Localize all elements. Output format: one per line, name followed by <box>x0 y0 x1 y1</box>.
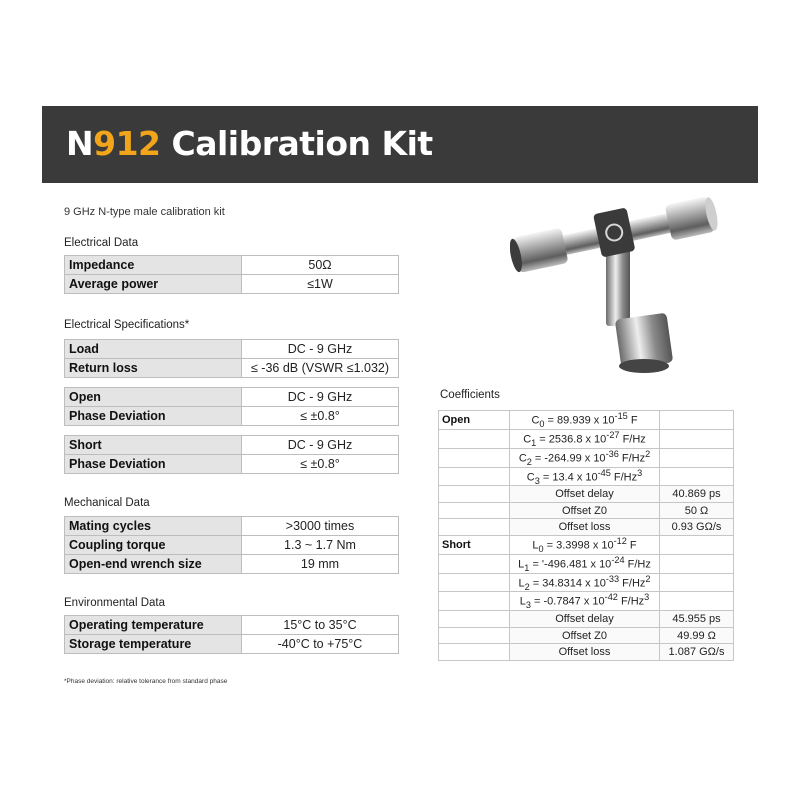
offset-loss-label: Offset loss <box>510 519 660 536</box>
row-label: Coupling torque <box>65 536 242 555</box>
row-label: Mating cycles <box>65 517 242 536</box>
row-value: 15°C to 35°C <box>242 616 399 635</box>
footnote: *Phase deviation: relative tolerance from standard phase <box>64 678 228 685</box>
row-label: Storage temperature <box>65 635 242 654</box>
table-row <box>65 275 399 294</box>
coef-l3: $L_3 = -0.7847$ x $10^{-42}$ F/Hz$^3$ <box>510 592 660 611</box>
row-label: Load <box>65 340 242 359</box>
table-row <box>65 517 399 536</box>
table-row <box>65 359 399 378</box>
group-label-open: Open <box>439 411 510 430</box>
environmental-data-table <box>64 615 399 654</box>
row-value: 50Ω <box>242 256 399 275</box>
environmental-data-heading: Environmental Data <box>64 597 165 609</box>
row-label: Open <box>65 388 242 407</box>
table-row <box>439 535 734 554</box>
row-label: Impedance <box>65 256 242 275</box>
mechanical-data-heading: Mechanical Data <box>64 497 150 509</box>
table-row <box>65 436 399 455</box>
table-row <box>65 616 399 635</box>
open-spec-table <box>64 387 399 426</box>
table-row <box>439 627 734 644</box>
table-row <box>65 256 399 275</box>
table-row <box>439 554 734 573</box>
row-label: Short <box>65 436 242 455</box>
table-row <box>439 429 734 448</box>
offset-z0-value: 49.99 Ω <box>660 627 734 644</box>
offset-delay-label: Offset delay <box>510 611 660 628</box>
load-spec-table <box>64 339 399 378</box>
row-value: >3000 times <box>242 517 399 536</box>
row-label: Open-end wrench size <box>65 555 242 574</box>
table-row <box>439 448 734 467</box>
mechanical-data-table <box>64 516 399 574</box>
row-label: Average power <box>65 275 242 294</box>
coef-c0: $C_0 = 89.939$ x $10^{-15}$ F <box>510 411 660 430</box>
offset-loss-value: 1.087 GΩ/s <box>660 644 734 661</box>
offset-loss-label: Offset loss <box>510 644 660 661</box>
subtitle: 9 GHz N-type male calibration kit <box>64 206 225 218</box>
row-value: 19 mm <box>242 555 399 574</box>
electrical-data-table <box>64 255 399 294</box>
table-row <box>65 455 399 474</box>
row-value: ≤1W <box>242 275 399 294</box>
table-row <box>439 519 734 536</box>
table-row <box>439 502 734 519</box>
table-row <box>65 635 399 654</box>
page-title <box>66 124 433 163</box>
offset-z0-label: Offset Z0 <box>510 502 660 519</box>
title-model: N <box>66 124 94 163</box>
table-row <box>439 611 734 628</box>
title-banner <box>42 106 758 183</box>
coef-c1: $C_1 = 2536.8$ x $10^{-27}$ F/Hz <box>510 429 660 448</box>
table-row <box>65 388 399 407</box>
offset-z0-label: Offset Z0 <box>510 627 660 644</box>
coef-l0: $L_0 = 3.3998$ x $10^{-12}$ F <box>510 535 660 554</box>
table-row <box>439 411 734 430</box>
product-image <box>510 196 725 381</box>
offset-z0-value: 50 Ω <box>660 502 734 519</box>
table-row <box>439 592 734 611</box>
table-row <box>439 486 734 503</box>
table-row <box>439 467 734 486</box>
coef-l1: $L_1$ = '-496.481 x $10^{-24}$ F/Hz <box>510 554 660 573</box>
table-row <box>65 536 399 555</box>
row-label: Operating temperature <box>65 616 242 635</box>
coef-value-empty <box>660 411 734 430</box>
short-spec-table <box>64 435 399 474</box>
row-value: DC - 9 GHz <box>242 388 399 407</box>
coefficients-table <box>438 410 734 661</box>
row-value: ≤ -36 dB (VSWR ≤1.032) <box>242 359 399 378</box>
coefficients-heading: Coefficients <box>440 389 500 401</box>
table-row <box>65 555 399 574</box>
coef-c3: $C_3 = 13.4$ x $10^{-45}$ F/Hz$^3$ <box>510 467 660 486</box>
row-value: DC - 9 GHz <box>242 436 399 455</box>
title-rest: Calibration Kit <box>160 124 433 163</box>
row-value: ≤ ±0.8° <box>242 407 399 426</box>
coef-c2: $C_2 = -264.99$ x $10^{-36}$ F/Hz$^2$ <box>510 448 660 467</box>
offset-delay-label: Offset delay <box>510 486 660 503</box>
offset-delay-value: 40.869 ps <box>660 486 734 503</box>
connector-icon <box>510 196 721 373</box>
row-value: ≤ ±0.8° <box>242 455 399 474</box>
row-label: Phase Deviation <box>65 407 242 426</box>
row-value: -40°C to +75°C <box>242 635 399 654</box>
table-row <box>439 573 734 592</box>
title-model-accent: 912 <box>93 124 161 163</box>
row-label: Phase Deviation <box>65 455 242 474</box>
table-row <box>65 340 399 359</box>
row-label: Return loss <box>65 359 242 378</box>
offset-delay-value: 45.955 ps <box>660 611 734 628</box>
offset-loss-value: 0.93 GΩ/s <box>660 519 734 536</box>
table-row <box>439 644 734 661</box>
coef-l2: $L_2 = 34.8314$ x $10^{-33}$ F/Hz$^2$ <box>510 573 660 592</box>
table-row <box>65 407 399 426</box>
electrical-specs-heading: Electrical Specifications* <box>64 319 190 331</box>
row-value: DC - 9 GHz <box>242 340 399 359</box>
group-label-short: Short <box>439 535 510 554</box>
row-value: 1.3 ~ 1.7 Nm <box>242 536 399 555</box>
electrical-data-heading: Electrical Data <box>64 237 139 249</box>
